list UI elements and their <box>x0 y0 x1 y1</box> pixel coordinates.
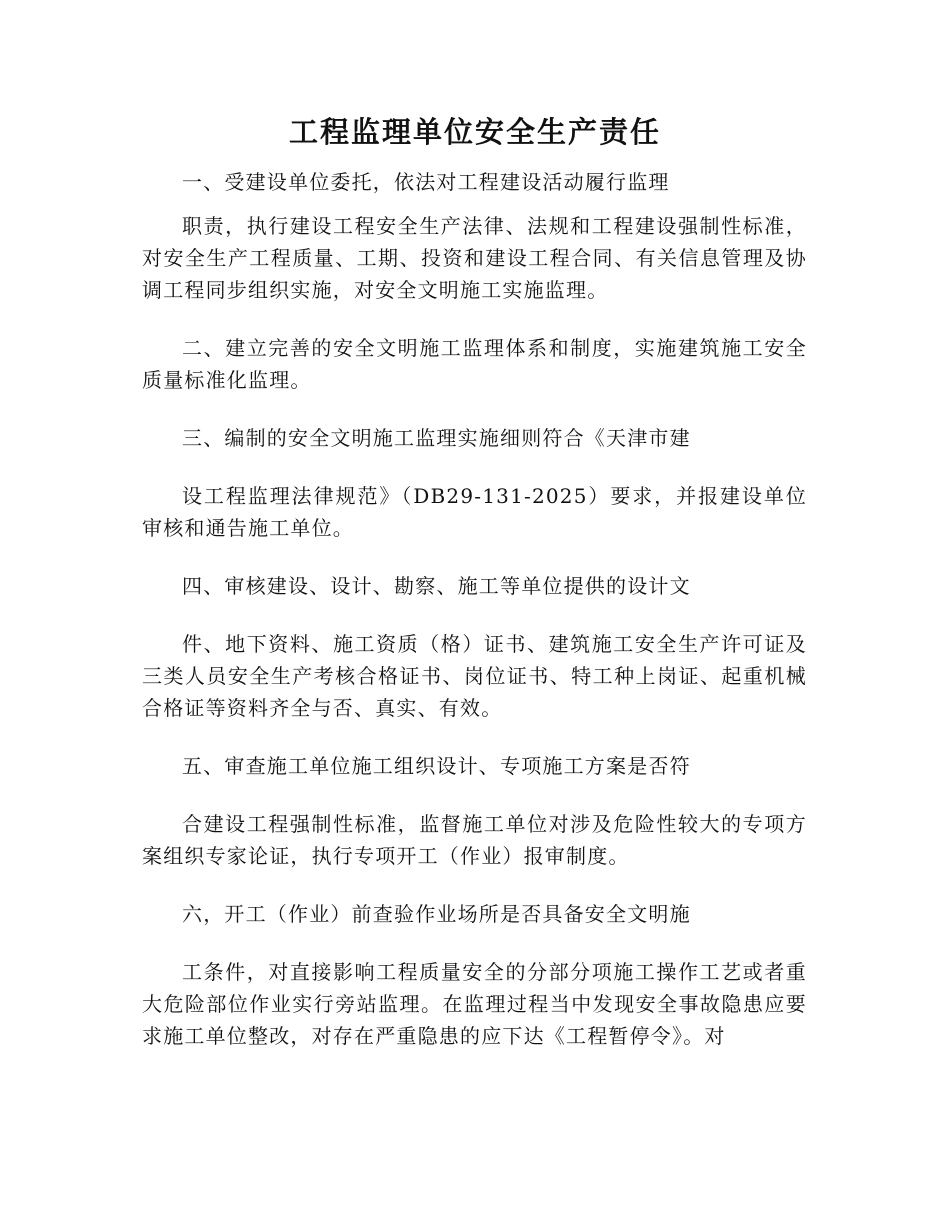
document-body <box>142 166 807 1052</box>
paragraph-6: 四、审核建设、设计、勘察、施工等单位提供的设计文 <box>182 574 691 598</box>
paragraph-10: 六，开工（作业）前查验作业场所是否具备安全文明施 <box>182 902 691 926</box>
paragraph-9: 合建设工程强制性标准，监督施工单位对涉及危险性较大的专项方案组织专家论证，执行专项开工（作业）报审制度。 <box>142 812 807 868</box>
paragraph-8: 五、审查施工单位施工组织设计、专项施工方案是否符 <box>182 754 691 778</box>
paragraph-7: 件、地下资料、施工资质（格）证书、建筑施工安全生产许可证及三类人员安全生产考核合格证书、岗位证书、特工种上岗证、起重机械合格证等资料齐全与否、真实、有效。 <box>142 632 807 720</box>
paragraph-5: 设工程监理法律规范》（DB29-131-2025）要求，并报建设单位审核和通告施工单位。 <box>142 484 807 540</box>
paragraph-3: 二、建立完善的安全文明施工监理体系和制度，实施建筑施工安全质量标准化监理。 <box>142 336 807 392</box>
paragraph-2: 职责，执行建设工程安全生产法律、法规和工程建设强制性标准，对安全生产工程质量、工期、投资和建设工程合同、有关信息管理及协调工程同步组织实施，对安全文明施工实施监理。 <box>142 214 807 302</box>
document-title: 工程监理单位安全生产责任 <box>288 115 661 149</box>
paragraph-11: 工条件，对直接影响工程质量安全的分部分项施工操作工艺或者重大危险部位作业实行旁站监理。在监理过程当中发现安全事故隐患应要求施工单位整改，对存在严重隐患的应下达《工程暂停令》。对 <box>142 960 807 1048</box>
paragraph-4: 三、编制的安全文明施工监理实施细则符合《天津市建 <box>182 426 691 450</box>
paragraph-1: 一、受建设单位委托，依法对工程建设活动履行监理 <box>182 170 670 194</box>
